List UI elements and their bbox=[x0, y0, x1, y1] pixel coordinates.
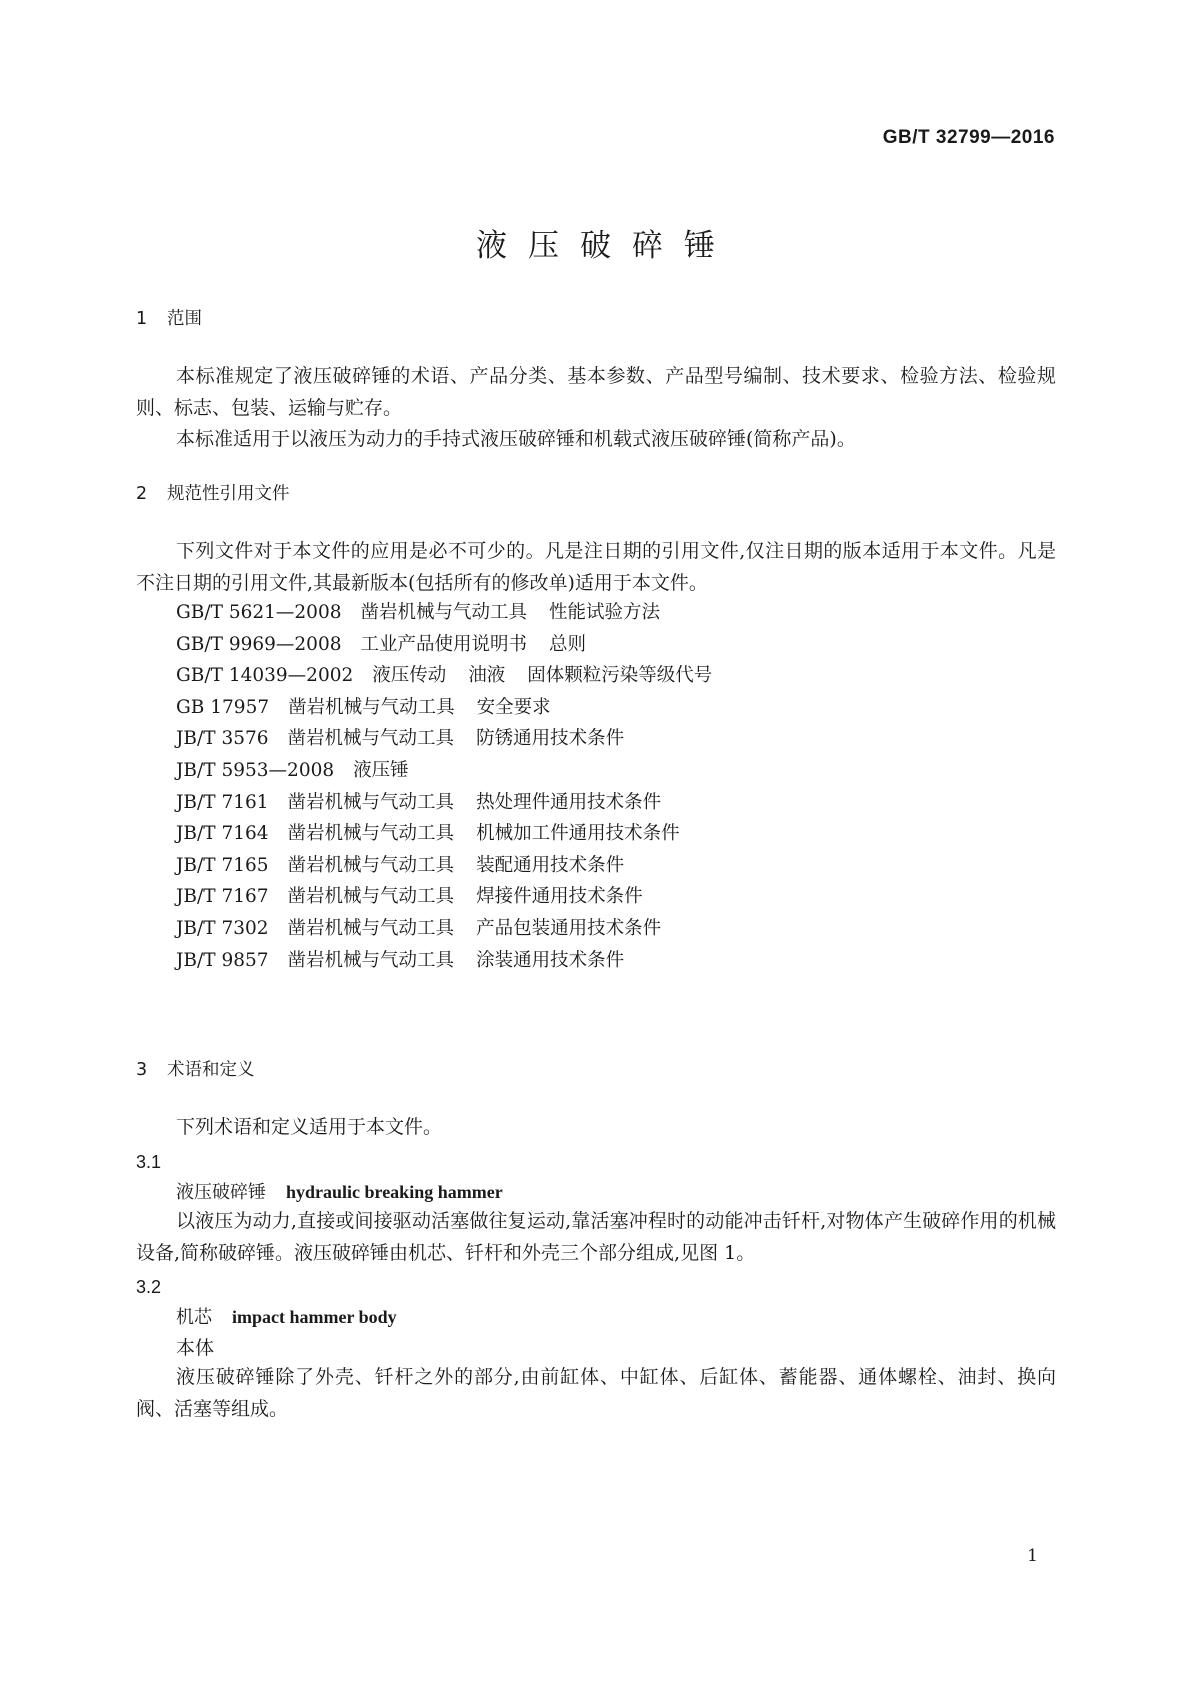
reference-item bbox=[176, 787, 712, 819]
section-number: 3 bbox=[136, 1060, 148, 1080]
section-number: 1 bbox=[136, 309, 148, 329]
reference-code: JB/T 7165 bbox=[176, 854, 269, 876]
reference-subtitle: 油液 bbox=[468, 665, 506, 687]
reference-code: JB/T 9857 bbox=[176, 949, 269, 971]
reference-title: 工业产品使用说明书 bbox=[360, 633, 528, 655]
section-number: 2 bbox=[136, 484, 148, 504]
term-entry bbox=[176, 1305, 397, 1330]
reference-item bbox=[176, 881, 712, 913]
standard-number: GB/T 32799—2016 bbox=[882, 127, 1055, 148]
reference-title: 凿岩机械与气动工具 bbox=[288, 696, 455, 718]
references-intro: 下列文件对于本文件的应用是必不可少的。凡是注日期的引用文件,仅注日期的版本适用于本文件。凡是不注日期的引用文件,其最新版本(包括所有的修改单)适用于本文件。 bbox=[136, 540, 1056, 594]
reference-subtitle: 总则 bbox=[549, 633, 587, 655]
term-entry bbox=[176, 1180, 503, 1205]
section-title: 术语和定义 bbox=[167, 1060, 255, 1080]
reference-subtitle: 机械加工件通用技术条件 bbox=[476, 823, 680, 845]
term-definition: 液压破碎锤除了外壳、钎杆之外的部分,由前缸体、中缸体、后缸体、蓄能器、通体螺栓、油封、换向阀、活塞等组成。 bbox=[136, 1366, 1056, 1420]
reference-code: JB/T 3576 bbox=[176, 728, 269, 750]
term-synonym: 本体 bbox=[176, 1337, 215, 1359]
reference-title: 液压锤 bbox=[353, 759, 409, 781]
term-chinese: 液压破碎锤 bbox=[176, 1182, 266, 1203]
reference-code: GB/T 9969—2008 bbox=[176, 633, 342, 655]
reference-subtitle: 防锈通用技术条件 bbox=[476, 728, 625, 750]
reference-code: JB/T 7167 bbox=[176, 886, 269, 908]
term-definition: 以液压为动力,直接或间接驱动活塞做往复运动,靠活塞冲程时的动能冲击钎杆,对物体产生破碎作用的机械设备,简称破碎锤。液压破碎锤由机芯、钎杆和外壳三个部分组成,见图 1。 bbox=[136, 1210, 1056, 1264]
scope-paragraph-2: 本标准适用于以液压为动力的手持式液压破碎锤和机载式液压破碎锤(简称产品)。 bbox=[176, 428, 856, 450]
reference-item bbox=[176, 818, 712, 850]
reference-subtitle: 产品包装通用技术条件 bbox=[476, 917, 662, 939]
reference-code: GB/T 5621—2008 bbox=[176, 602, 342, 623]
reference-title: 凿岩机械与气动工具 bbox=[287, 728, 455, 750]
reference-subtitle: 焊接件通用技术条件 bbox=[476, 886, 643, 908]
reference-title: 凿岩机械与气动工具 bbox=[287, 886, 455, 908]
reference-item bbox=[176, 723, 712, 755]
reference-subtitle: 装配通用技术条件 bbox=[476, 854, 625, 876]
clause-number: 3.2 bbox=[136, 1277, 162, 1297]
reference-item bbox=[176, 660, 712, 692]
reference-item bbox=[176, 755, 712, 787]
reference-item bbox=[176, 850, 712, 882]
reference-item bbox=[176, 629, 712, 661]
section-title: 范围 bbox=[167, 309, 202, 329]
reference-title: 凿岩机械与气动工具 bbox=[287, 854, 455, 876]
reference-item bbox=[176, 692, 712, 724]
reference-item bbox=[176, 913, 712, 945]
reference-code: GB/T 14039—2002 bbox=[176, 665, 354, 687]
reference-title: 凿岩机械与气动工具 bbox=[287, 949, 455, 971]
clause-number: 3.1 bbox=[136, 1152, 162, 1172]
reference-title: 凿岩机械与气动工具 bbox=[287, 917, 455, 939]
page-number: 1 bbox=[1027, 1546, 1038, 1566]
term-chinese: 机芯 bbox=[176, 1307, 212, 1328]
reference-subtitle: 安全要求 bbox=[476, 696, 551, 718]
reference-code: JB/T 7302 bbox=[176, 917, 269, 939]
reference-subtitle: 热处理件通用技术条件 bbox=[476, 791, 662, 813]
section-title: 规范性引用文件 bbox=[167, 484, 290, 504]
reference-code: JB/T 5953—2008 bbox=[176, 759, 335, 781]
reference-title: 液压传动 bbox=[372, 665, 447, 687]
terms-intro: 下列术语和定义适用于本文件。 bbox=[176, 1116, 443, 1138]
reference-title: 凿岩机械与气动工具 bbox=[360, 602, 528, 623]
reference-subtitle: 性能试验方法 bbox=[549, 602, 661, 623]
reference-list bbox=[176, 597, 712, 976]
reference-subtitle-2: 固体颗粒污染等级代号 bbox=[527, 665, 713, 687]
reference-title: 凿岩机械与气动工具 bbox=[287, 791, 455, 813]
reference-item bbox=[176, 945, 712, 977]
section-3-heading bbox=[136, 1058, 255, 1082]
reference-subtitle: 涂装通用技术条件 bbox=[476, 949, 625, 971]
scope-paragraph-1: 本标准规定了液压破碎锤的术语、产品分类、基本参数、产品型号编制、技术要求、检验方法、检验规则、标志、包装、运输与贮存。 bbox=[136, 365, 1056, 419]
section-2-heading bbox=[136, 482, 290, 506]
reference-code: JB/T 7164 bbox=[176, 823, 269, 845]
term-english: impact hammer body bbox=[232, 1307, 397, 1327]
document-title: 液压破碎锤 bbox=[476, 228, 736, 264]
reference-code: GB 17957 bbox=[176, 696, 270, 718]
reference-item bbox=[176, 597, 712, 629]
reference-title: 凿岩机械与气动工具 bbox=[287, 823, 455, 845]
section-1-heading bbox=[136, 307, 202, 331]
term-english: hydraulic breaking hammer bbox=[286, 1182, 503, 1202]
reference-code: JB/T 7161 bbox=[176, 791, 269, 813]
